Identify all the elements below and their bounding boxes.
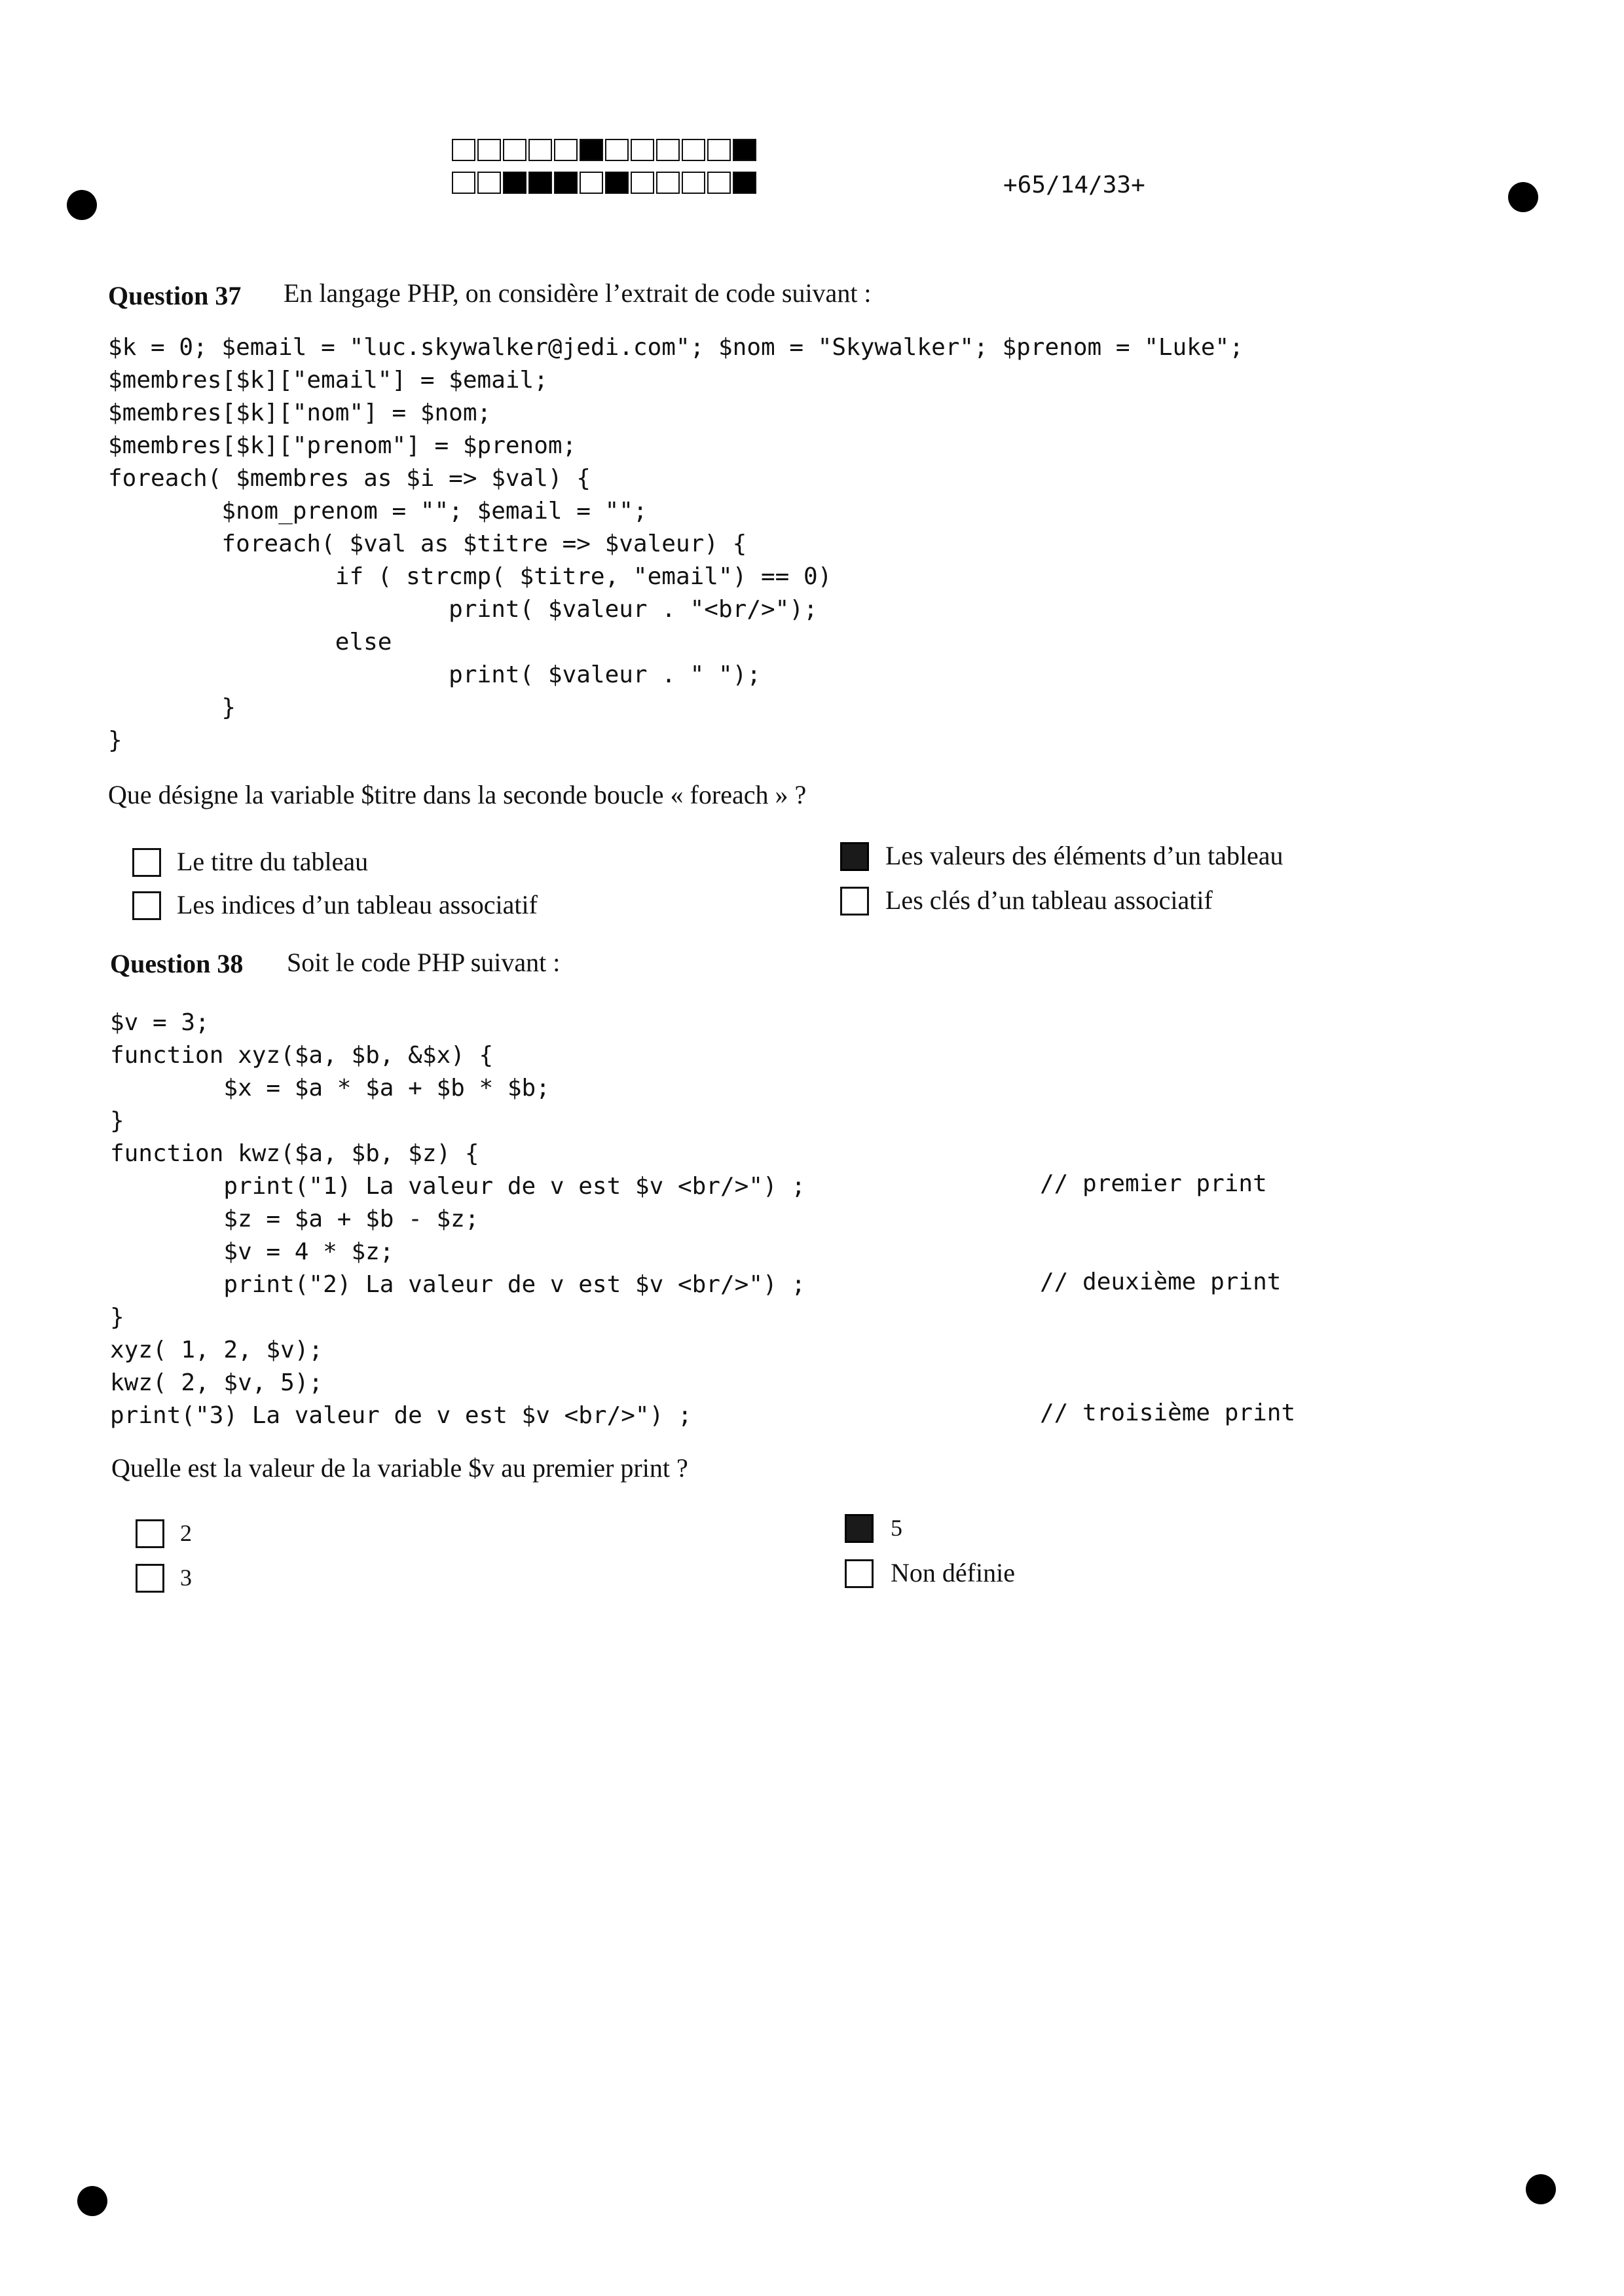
answer-label: Non définie — [891, 1558, 1015, 1587]
code-line: if ( strcmp( $titre, "email") == 0) — [108, 563, 832, 590]
code-comment-troisieme: // troisième print — [1040, 1399, 1296, 1426]
code-line: print("3) La valeur de v est $v <br/>") ; — [110, 1402, 692, 1429]
code-line: print("1) La valeur de v est $v <br/>") ; — [110, 1173, 806, 1200]
grid-cell — [682, 172, 705, 194]
grid-cell — [605, 172, 629, 194]
code-line: function kwz($a, $b, $z) { — [110, 1140, 479, 1167]
registration-mark-bottom-left — [77, 2186, 107, 2216]
grid-cell — [631, 172, 654, 194]
answer-checkbox-5[interactable] — [845, 1514, 874, 1543]
answer-label: Les indices d’un tableau associatif — [177, 890, 538, 919]
registration-mark-top-right — [1508, 182, 1538, 212]
code-line: kwz( 2, $v, 5); — [110, 1369, 323, 1396]
registration-mark-top-left — [67, 190, 97, 220]
answer-checkbox-titre-tableau[interactable] — [132, 848, 161, 877]
page-code: +65/14/33+ — [1003, 172, 1145, 198]
grid-cell — [631, 139, 654, 161]
code-line: else — [108, 629, 392, 656]
code-line: $membres[$k]["prenom"] = $prenom; — [108, 432, 577, 459]
code-line: $z = $a + $b - $z; — [110, 1206, 479, 1232]
grid-cell — [707, 172, 731, 194]
code-line: foreach( $membres as $i => $val) { — [108, 465, 591, 492]
grid-cell — [503, 172, 526, 194]
question-37-intro: En langage PHP, on considère l’extrait de code suivant : — [284, 278, 872, 308]
code-line: $membres[$k]["email"] = $email; — [108, 367, 548, 394]
code-line: $v = 4 * $z; — [110, 1238, 394, 1265]
grid-cell — [477, 139, 501, 161]
grid-cell — [554, 172, 578, 194]
grid-cell — [580, 139, 603, 161]
answer-label: 2 — [180, 1520, 192, 1546]
id-grid-top — [452, 139, 758, 161]
grid-cell — [707, 139, 731, 161]
grid-cell — [503, 139, 526, 161]
id-grid-bottom — [452, 172, 758, 194]
code-comment-deuxieme: // deuxième print — [1040, 1268, 1282, 1295]
question-38-intro: Soit le code PHP suivant : — [287, 948, 561, 977]
code-line: xyz( 1, 2, $v); — [110, 1337, 323, 1363]
answer-label: Les valeurs des éléments d’un tableau — [885, 841, 1283, 870]
answer-checkbox-cles-tableau[interactable] — [840, 887, 869, 916]
code-line: $membres[$k]["nom"] = $nom; — [108, 399, 492, 426]
question-38-prompt: Quelle est la valeur de la variable $v au premier print ? — [111, 1453, 688, 1483]
code-line: } — [108, 727, 122, 754]
question-38-code — [110, 1007, 805, 1432]
grid-cell — [682, 139, 705, 161]
answer-label: Le titre du tableau — [177, 847, 369, 876]
code-line: } — [110, 1304, 124, 1331]
answer-checkbox-indices-tableau[interactable] — [132, 891, 161, 920]
answer-label: 3 — [180, 1565, 192, 1591]
code-line: $v = 3; — [110, 1009, 210, 1036]
grid-cell — [733, 172, 756, 194]
code-line: function xyz($a, $b, &$x) { — [110, 1042, 494, 1069]
code-line: } — [108, 694, 236, 721]
question-37-code — [108, 331, 1244, 757]
code-line: foreach( $val as $titre => $valeur) { — [108, 530, 747, 557]
grid-cell — [528, 172, 552, 194]
grid-cell — [580, 172, 603, 194]
code-line: print( $valeur . "<br/>"); — [108, 596, 818, 623]
answer-checkbox-non-definie[interactable] — [845, 1559, 874, 1588]
code-line: print("2) La valeur de v est $v <br/>") ; — [110, 1271, 806, 1298]
answer-label: Les clés d’un tableau associatif — [885, 885, 1213, 915]
code-line: print( $valeur . " "); — [108, 661, 761, 688]
grid-cell — [452, 172, 475, 194]
answer-checkbox-valeurs-elements[interactable] — [840, 842, 869, 871]
grid-cell — [733, 139, 756, 161]
question-38-label: Question 38 — [110, 949, 244, 978]
registration-mark-bottom-right — [1526, 2174, 1556, 2204]
question-37-prompt: Que désigne la variable $titre dans la seconde boucle « foreach » ? — [108, 780, 807, 809]
answer-checkbox-3[interactable] — [136, 1564, 164, 1593]
answer-checkbox-2[interactable] — [136, 1519, 164, 1548]
code-comment-premier: // premier print — [1040, 1170, 1267, 1197]
code-line: } — [110, 1107, 124, 1134]
question-37-label: Question 37 — [108, 281, 242, 310]
grid-cell — [477, 172, 501, 194]
answer-label: 5 — [891, 1515, 902, 1541]
grid-cell — [554, 139, 578, 161]
code-line: $k = 0; $email = "luc.skywalker@jedi.com"; $nom = "Skywalker"; $prenom = "Luke"; — [108, 334, 1244, 361]
grid-cell — [656, 139, 680, 161]
grid-cell — [528, 139, 552, 161]
grid-cell — [452, 139, 475, 161]
code-line: $nom_prenom = ""; $email = ""; — [108, 498, 648, 525]
grid-cell — [605, 139, 629, 161]
code-line: $x = $a * $a + $b * $b; — [110, 1075, 550, 1102]
grid-cell — [656, 172, 680, 194]
